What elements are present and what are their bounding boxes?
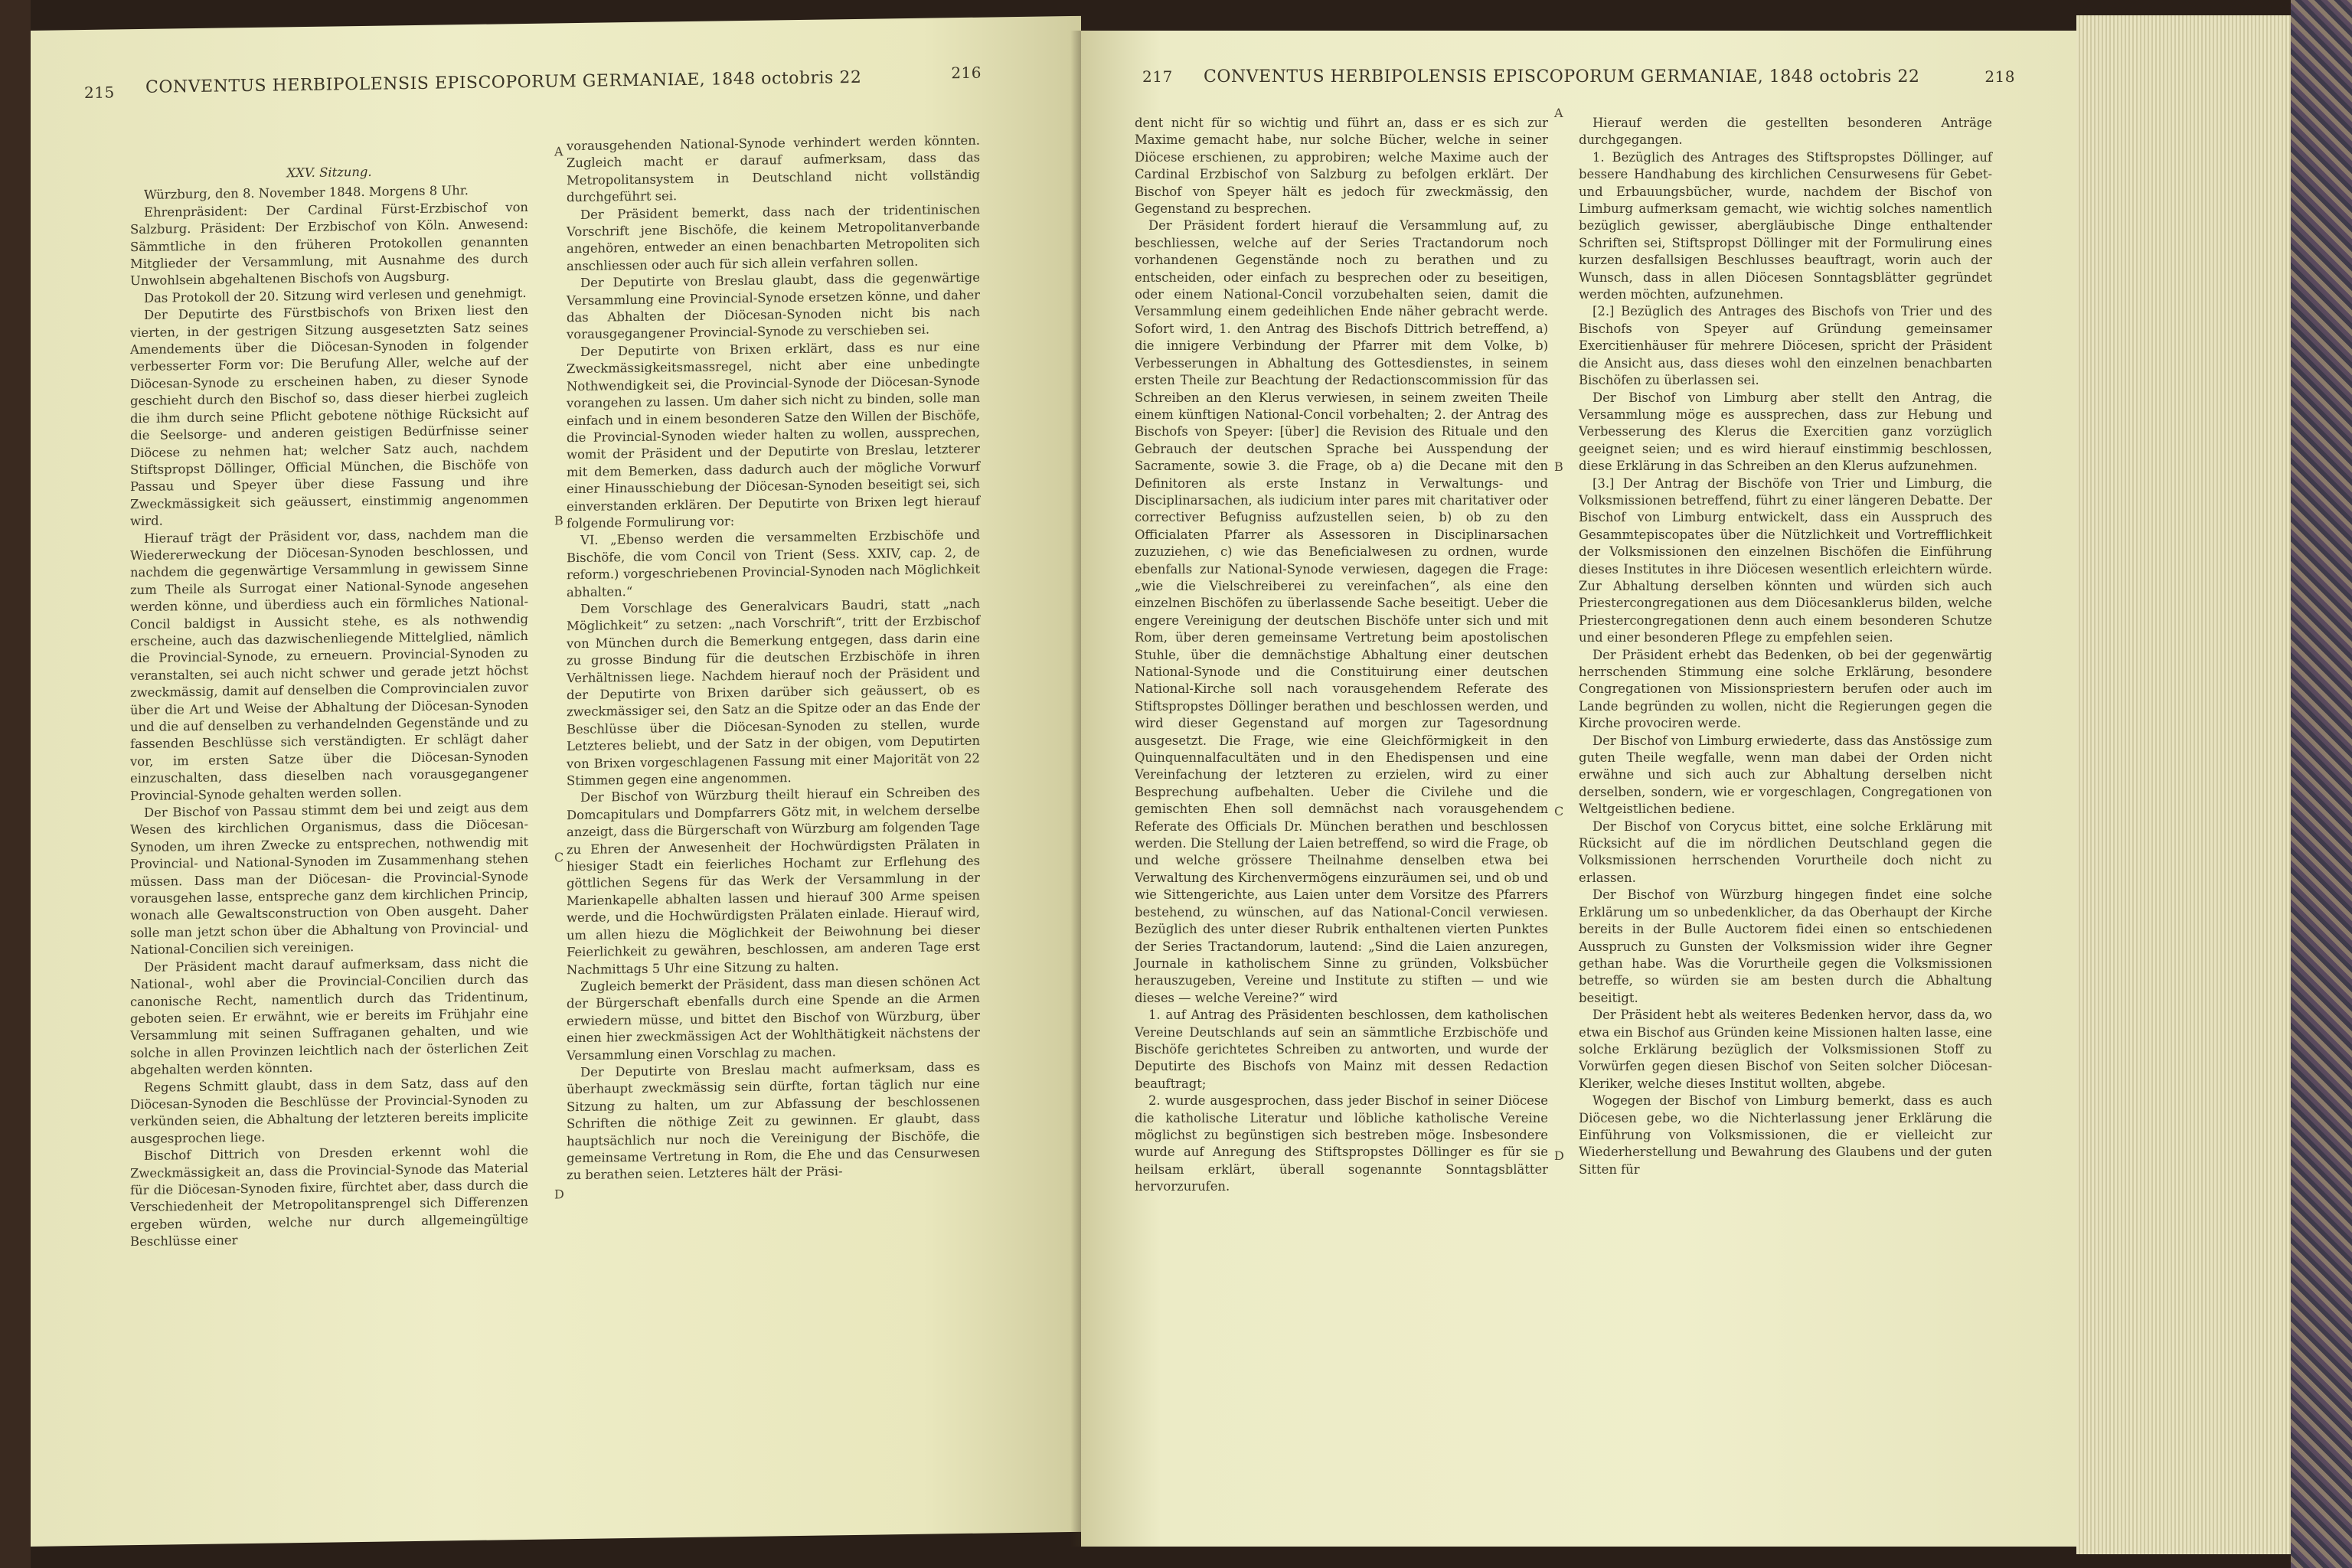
paragraph: Der Präsident macht darauf aufmerksam, dass nicht die National-, wohl aber die Provincial-Concilien durch das canonische Recht, namentlich durch das Tridentinum, geboten seien. Er erwähnt, wie er bereits im Frühjahr eine Versammlung mit seinen Suffraganen gehalten, und wie solche in allen Provinzen leichtlich nach der österlichen Zeit abgehalten werden könnten. [130,954,528,1078]
page-number: 216 [951,63,982,83]
left-page-column-2 [567,132,980,1184]
page-number: 218 [1984,67,2015,86]
paragraph: Wogegen der Bischof von Limburg bemerkt, dass es auch Diöcesen gebe, wo die Nichterlassung jener Erklärung die Einführung von Volksmissionen, die er vielleicht zur Wiederherstellung und Bewahrung des Glaubens und der guten Sitten für [1579,1093,1992,1177]
paragraph: Dem Vorschlage des Generalvicars Baudri, statt „nach Möglichkeit“ zu setzen: „nach Vorschrift“, tritt der Erzbischof von München durch die Bemerkung entgegen, dass darin eine zu grosse Bindung für die deutschen Erzbischöfe in ihren Verhältnissen liege. Nachdem hierauf noch der Präsident und der Deputirte von Brixen darüber sich geäussert, ob es zweckmässiger sei, den Satz an die Spitze oder an das Ende der Beschlüsse über die Diöcesan-Synoden zu stellen, wurde Letzteres beliebt, und der Satz in der obigen, vom Deputirten von Brixen vorgeschlagenen Fassung mit einer Majorität von 22 Stimmen gegen eine angenommen. [567,596,980,789]
paragraph: Der Bischof von Limburg aber stellt den Antrag, die Versammlung möge es aussprechen, dass zur Hebung und Verbesserung des Klerus die Exercitien ganz vorzüglich geeignet seien; und es wird hierauf einstimmig beschlossen, diese Erklärung in das Schreiben an den Klerus aufzunehmen. [1579,390,1992,474]
margin-mark: B [1554,459,1563,474]
paragraph: Der Präsident bemerkt, dass nach der tridentinischen Vorschrift jene Bischöfe, die keinem Metropolitanverbande angehören, entweder an einen benachbarten Metropoliten sich anschliessen oder auch für sich allein verfahren sollen. [567,201,980,274]
margin-mark: D [554,1187,564,1202]
left-page [31,16,1081,1547]
paragraph: Der Präsident erhebt das Bedenken, ob bei der gegenwärtig herrschenden Stimmung eine solche Erklärung, besondere Congregationen von Missionspriestern berufen oder auch im Lande begründen zu wollen, nicht die Regierungen gegen die Kirche provociren werde. [1579,647,1992,731]
paragraph: VI. „Ebenso werden die versammelten Erzbischöfe und Bischöfe, die vom Concil von Trient (Sess. XXIV, cap. 2, de reform.) vorgeschriebenen Provincial-Synoden nach Möglichkeit abhalten.“ [567,528,980,599]
paragraph: 1. Bezüglich des Antrages des Stiftspropstes Döllinger, auf bessere Handhabung des kirchlichen Censurwesens für Gebet- und Erbauungsbücher, wurde, nachdem der Bischof von Limburg aufmerksam gemacht, wie wichtig solches namentlich bezüglich gewisser, abergläubische Dinge enthaltender Schriften sei, Stiftspropst Döllinger mit der Formulirung eines kurzen desfallsigen Beschlusses beauftragt, worin auch der Wunsch, dass in allen Diöcesen Sonntagsblätter gegründet werden möchten, aufzunehmen. [1579,149,1992,302]
running-title: CONVENTUS HERBIPOLENSIS EPISCOPORUM GERMANIAE, 1848 octobris 22 [145,67,862,97]
paragraph: Ehrenpräsident: Der Cardinal Fürst-Erzbischof von Salzburg. Präsident: Der Erzbischof von Köln. Anwesend: Sämmtliche in den früheren Protokollen genannten Mitglieder der Versammlung, mit Ausnahme des durch Unwohlsein abgehaltenen Bischofs von Augsburg. [130,199,528,289]
session-heading: XXV. Sitzung. [286,164,372,181]
paragraph: Der Bischof von Corycus bittet, eine solche Erklärung mit Rücksicht auf die im nördlichen Deutschland gegen die Volksmissionen herrschenden Vorurtheile doch nicht zu erlassen. [1579,818,1992,885]
paragraph: vorausgehenden National-Synode verhindert werden könnten. Zugleich macht er darauf aufmerksam, dass das Metropolitansystem in Deutschland nicht vollständig durchgeführt sei. [567,132,980,205]
paragraph: Der Bischof von Limburg erwiederte, dass das Anstössige zum guten Theile wegfalle, wenn man dabei der Orden nicht erwähne und sich auch zur Abhaltung derselben nicht derselben, sondern, wie er vorgeschlagen, Congregationen von Weltgeistlichen bediene. [1579,733,1992,817]
paragraph: [2.] Bezüglich des Antrages des Bischofs von Trier und des Bischofs von Speyer auf Gründung gemeinsamer Exercitienhäuser für mehrere Diöcesen, spricht der Präsident die Ansicht aus, dass dieses wohl den einzelnen benachbarten Bischöfen zu überlassen sei. [1579,304,1992,388]
left-page-column-1 [130,162,528,1251]
paragraph: [3.] Der Antrag der Bischöfe von Trier und Limburg, die Volksmissionen betreffend, führt zu einer längeren Debatte. Der Bischof von Limburg entwickelt, dass ein Ausspruch des Gesammtepiscopates über die Nützlichkeit und Vortrefflichkeit der Volksmissionen den einzelnen Bischöfen die Einführung dieses Institutes in ihre Diöcesen wesentlich erleichtern würde. Zur Abhaltung derselben könnten und würden sich auch Priestercongregationen aus dem Diöcesanklerus bilden, welche Priestercongregationen denn auch einem besonderen Schutze und einer besonderen Pflege zu empfehlen seien. [1579,475,1992,645]
paragraph: Der Bischof von Passau stimmt dem bei und zeigt aus dem Wesen des kirchlichen Organismus, dass die Diöcesan-Synoden, um ihren Zwecke zu entsprechen, nothwendig mit Provincial- und National-Synoden im Zusammenhang stehen müssen. Dass man der Diöcesan- die Provincial-Synode vorausgehen lasse, entspreche ganz dem kirchlichen Princip, wonach alle Gewaltsconstruction von Oben ausgeht. Daher solle man jetzt schon über die Abhaltung von Provincial- und National-Concilien sich vereinigen. [130,799,528,958]
right-page-column-1 [1135,115,1548,1196]
paragraph: Zugleich bemerkt der Präsident, dass man diesen schönen Act der Bürgerschaft ebenfalls durch eine Spende an die Armen erwiedern müsse, und bittet den Bischof von Würzburg, über einen hier zweckmässigen Act der Wohlthätigkeit nächstens der Versammlung einen Vorschlag zu machen. [567,973,980,1063]
left-page-header [84,64,982,109]
right-page-header [1142,67,2015,101]
margin-mark: C [554,850,564,865]
paragraph: Das Protokoll der 20. Sitzung wird verlesen und genehmigt. [144,285,527,305]
page-number: 217 [1142,67,1173,86]
paragraph: dent nicht für so wichtig und führt an, dass er es sich zur Maxime gemacht habe, nur solche Bücher, welche in seiner Diöcese erschienen, zu approbiren; welche Maxime auch der Cardinal Erzbischof von Salzburg zu befolgen erklärt. Der Bischof von Speyer hält es jedoch für zweckmässig, den Gegenstand zu besprechen. [1135,116,1548,217]
margin-mark: D [1554,1148,1564,1163]
page-edges [2076,15,2291,1554]
margin-mark: C [1554,804,1564,818]
table-surface [2291,0,2352,1568]
paragraph: Regens Schmitt glaubt, dass in dem Satz, dass auf den Diöcesan-Synoden die Beschlüsse der Provincial-Synoden zu verkünden seien, die Abhaltung der letzteren bereits implicite ausgesprochen liege. [130,1074,528,1146]
page-number: 215 [84,83,115,103]
margin-mark: B [554,513,564,528]
paragraph: Bischof Dittrich von Dresden erkennt wohl die Zweckmässigkeit an, dass die Provincial-Synode das Material für die Diöcesan-Synoden fixire, fürchtet aber, dass durch die Verschiedenheit der Metropolitansprengel sich Differenzen ergeben würden, welche nur durch allgemeingültige Beschlüsse einer [130,1143,528,1250]
paragraph: Der Präsident fordert hierauf die Versammlung auf, zu beschliessen, welche auf der Series Tractandorum noch vorhandenen Gegenstände noch zu berathen und zu entscheiden, oder einfach zu besprechen oder zu beseitigen, oder einem National-Concil vorzubehalten seien, damit die Versammlung einem gedeihlichen Ende näher gebracht werde. Sofort wird, 1. den Antrag des Bischofs Dittrich betreffend, a) die innigere Verbindung der Pfarrer mit dem Volke, b) Verbesserungen in Abhaltung des Gottesdienstes, in seinem ersten Theile zur Beachtung der Redactionscommission für das Schreiben an den Klerus verwiesen, in seinem zweiten Theile einem künftigen National-Concil vorbehalten; 2. der Antrag des Bischofs von Speyer: [über] die Revision des Rituale und den Gebrauch der deutschen Sprache bei Ausspendung der Sacramente, sowie 3. die Frage, ob a) die Decane mit den Definitoren als erste Instanz in Verwaltungs- und Disciplinarsachen, als iudicium inter pares mit charitativer oder correctiver Befugniss aufzustellen seien, b) ob zu den Officialaten Pfarrer als Assessoren in Disciplinarsachen zuzuziehen, c) wie das Beneficialwesen zu ordnen, wurde ebenfalls zur National-Synode verwiesen, dagegen die Frage: „wie die Vielschreiberei zu vereinfachen“, als eine den einzelnen Bischöfen zu überlassende Sache beseitigt. Ueber die engere Vereinigung der deutschen Bischöfe unter sich und mit Rom, über deren gemeinsame Vertretung beim apostolischen Stuhle, über die demnächstige Abhaltung einer deutschen National-Synode und die Constituirung einer deutschen National-Kirche soll nach vorausgehendem Referate des Stiftspropstes Döllinger berathen und beschlossen werden, und wird dieser Gegenstand auf morgen zur Tagesordnung ausgesetzt. Die Frage, wie eine Gleichförmigkeit in den Quinquennalfacultäten und in den Ehedispensen und eine Vereinfachung der letzteren zu erzielen, wird zu einer Besprechung aufbehalten. Ueber die Civilehe und die gemischten Ehen soll demnächst nach vorausgehendem Referate des Officials Dr. München berathen und beschlossen werden. Die Stellung der Laien betreffend, so wird die Frage, ob und welche grössere Theilnahme denselben etwa bei Verwaltung des Kirchenvermögens einzuräumen sei, und ob und wie Sittengerichte, aus Laien unter dem Vorsitze des Pfarrers bestehend, zu wünschen, auf das National-Concil verwiesen. Bezüglich des unter dieser Rubrik enthaltenen vierten Punktes der Series Tractandorum, lautend: „Sind die Laien anzuregen, Journale in katholischem Sinne zu gründen, Volksbücher herauszugeben, Vereine und Institute zu stiften — und wie dieses — welche Vereine?“ wird [1135,218,1548,1005]
paragraph: Hierauf werden die gestellten besonderen Anträge durchgegangen. [1579,116,1992,148]
paragraph: Der Deputirte des Fürstbischofs von Brixen liest den vierten, in der gestrigen Sitzung ausgesetzten Satz seines Amendements über die Diöcesan-Synoden in folgender verbesserter Form vor: Die Berufung Aller, welche auf der Diöcesan-Synode zu erscheinen haben, zu dieser Synode geschieht durch den Bischof so, dass dieser hierbei zugleich die ihm durch seine Pflicht gebotene nöthige Rücksicht auf die Seelsorge- und anderen geistigen Bedürfnisse seiner Diöcese zu nehmen hat; welcher Satz auch, nachdem Stiftspropst Döllinger, Official München, die Bischöfe von Passau und Speyer über diese Fassung und ihre Zweckmässigkeit sich geäussert, einstimmig angenommen wird. [130,302,528,529]
paragraph: Der Präsident hebt als weiteres Bedenken hervor, dass da, wo etwa ein Bischof aus Gründen keine Missionen halten lasse, eine solche Erklärung bezüglich der Volksmissionen Stoff zu Vorwürfen gegen diesen Bischof von Seiten solcher Diöcesan-Kleriker, welche dieses Institut wollten, abgebe. [1579,1008,1992,1091]
paragraph: Der Bischof von Würzburg hingegen findet eine solche Erklärung um so unbedenklicher, da das Oberhaupt der Kirche bereits in der Bulle Auctorem fidei einen so entschiedenen Ausspruch zu Gunsten der Volksmission wider ihre Gegner gethan habe. Was die Vorurtheile gegen die Volksmissionen betreffe, so würden sie am besten durch die Abhaltung beseitigt. [1579,887,1992,1005]
paragraph: Der Bischof von Würzburg theilt hierauf ein Schreiben des Domcapitulars und Dompfarrers Götz mit, in welchem derselbe anzeigt, dass die Bürgerschaft von Würzburg am folgenden Tage zu Ehren der Anwesenheit der Hochwürdigsten Prälaten in hiesiger Stadt ein feierliches Hochamt zur Erflehung des göttlichen Segens für das Werk der Versammlung in der Marienkapelle abhalten lassen und hierauf 300 Arme speisen werde, und die Hochwürdigsten Prälaten einlade. Hierauf wird, um allen hiezu die Möglichkeit der Beiwohnung bei dieser Feierlichkeit zu gewähren, beschlossen, am anderen Tage erst Nachmittags 5 Uhr eine Sitzung zu halten. [567,785,980,977]
paragraph: 1. auf Antrag des Präsidenten beschlossen, dem katholischen Vereine Deutschlands auf sein an sämmtliche Erzbischöfe und Bischöfe gerichtetes Schreiben zu antworten, und wurde der Deputirte des Bischofs von Mainz mit dessen Redaction beauftragt; [1135,1008,1548,1091]
backdrop-left [0,0,31,1568]
paragraph: Würzburg, den 8. November 1848. Morgens 8 Uhr. [144,183,469,203]
running-title: CONVENTUS HERBIPOLENSIS EPISCOPORUM GERMANIAE, 1848 octobris 22 [1204,67,1920,87]
paragraph: Der Deputirte von Breslau glaubt, dass die gegenwärtige Versammlung eine Provincial-Synode ersetzen könne, und daher das Abhalten der Diöcesan-Synoden nicht bis nach vorausgegangener Provincial-Synode zu verschieben sei. [567,270,980,342]
paragraph: 2. wurde ausgesprochen, dass jeder Bischof in seiner Diöcese die katholische Literatur und löbliche katholische Vereine möglichst zu begünstigen sich bestreben möge. Insbesondere wurde auf Anregung des Stiftspropstes Döllinger es für sie heilsam erklärt, überall sogenannte Sonntagsblätter hervorzurufen. [1135,1093,1548,1194]
margin-mark: A [1554,106,1563,120]
paragraph: Der Deputirte von Brixen erklärt, dass es nur eine Zweckmässigkeitsmassregel, nicht aber eine unbedingte Nothwendigkeit sei, die Provincial-Synode der Diöcesan-Synode vorangehen zu lassen. Um daher sich nicht zu binden, solle man einfach und in einem besonderen Satze den Willen der Bischöfe, die Provincial-Synoden wieder halten zu wollen, aussprechen, womit der Präsident und der Deputirte von Breslau, letzterer mit dem Bemerken, dass dadurch auch der mögliche Vorwurf einer Hinausschiebung der Diöcesan-Synoden beseitigt sei, sich einverstanden erklären. Der Deputirte von Brixen legt hierauf folgende Formulirung vor: [567,338,980,531]
margin-mark: A [554,144,564,159]
right-page [1081,31,2076,1547]
paragraph: Der Deputirte von Breslau macht aufmerksam, dass es überhaupt zweckmässig sein dürfte, fortan täglich nur eine Sitzung zu halten, um zur Abfassung der beschlossenen Schriften die nöthige Zeit zu gewinnen. Er glaubt, dass hauptsächlich nur noch die Vereinigung der Bischöfe, die gemeinsame Vertretung in Rom, die Ehe und das Censurwesen zu berathen seien. Letzteres hält der Präsi- [567,1059,980,1183]
paragraph: Hierauf trägt der Präsident vor, dass, nachdem man die Wiedererweckung der Diöcesan-Synoden beschlossen, und nachdem die gegenwärtige Versammlung in gewissem Sinne zum Theile als Surrogat einer National-Synode angesehen werden könne, und überdiess auch ein förmliches National-Concil baldigst in Aussicht stehe, es als nothwendig erscheine, auch das dazwischenliegende Mittelglied, nämlich die Provincial-Synode, zu erneuern. Provincial-Synoden zu veranstalten, sei auch nicht schwer und gerade jetzt höchst zweckmässig, damit auf denselben die Comprovincialen zuvor über die Art und Weise der Abhaltung der Diöcesan-Synoden und die auf denselben zu verhandelnden Gegenstände und zu fassenden Beschlüsse sich verständigten. Er schlägt daher vor, im ersten Satze über die Diöcesan-Synoden einzuschalten, dass dieselben nach vorausgegangener Provincial-Synode gehalten werden sollen. [130,525,528,803]
right-page-column-2 [1579,115,1992,1178]
